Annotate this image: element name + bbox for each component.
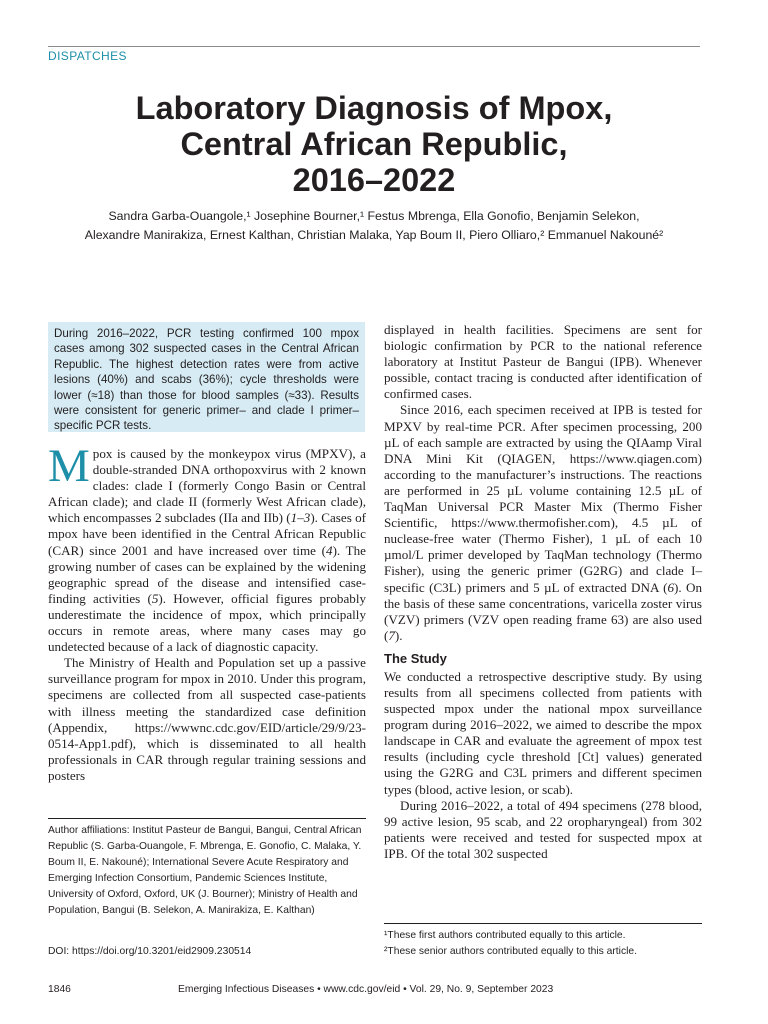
author-affiliations: Author affiliations: Institut Pasteur de Bangui, Bangui, Central African Republic (S. Garba-Ouangole, F. Mbrenga, E. Gonofio, C. Malaka, Y. Boum II, E. Nakouné); International Severe Acute Respiratory and Emerging Infection Consortium, Pandemic Sciences Institute, University of Oxford, Oxford, UK (J. Bourner); Ministry of Health and Population, Bangui (B. Selekon, A. Manirakiza, E. Kalthan): [48, 825, 362, 917]
reference-link[interactable]: 6: [667, 579, 674, 595]
title-line: Laboratory Diagnosis of Mpox,: [135, 90, 613, 126]
body-paragraph: We conducted a retrospective descriptive study. By using results from all specimens collected from patients with suspected mpox under the national mpox surveillance program during 2016–2022, we aimed to describe the mpox landscape in CAR and evaluate the agreement of mpox test results (including cycle threshold [Ct] values) generated using the G2RG and C3L primers and different specimen types (blood, active lesion, or scab).: [384, 668, 702, 797]
article-title: [48, 90, 700, 198]
title-line: 2016–2022: [292, 162, 456, 198]
section-label: DISPATCHES: [48, 49, 127, 63]
text-run: Since 2016, each specimen received at IPB is tested for MPXV by real-time PCR. After specimen processing, 200 µL of each sample are extracted by using the QIAamp Viral DNA Mini Kit (QIAGEN, https://www.qiagen.com) according to the manufacturer’s instructions. The reactions are performed in 25 µL volume containing 12.5 µL of TaqMan Universal PCR Master Mix (Thermo Fisher Scientific, https://www.thermofisher.com), 4.5 µL of nuclease-free water (Thermo Fisher), 1 µL of each 10 µmol/L primer developed by TaqMan technology (Thermo Fisher), using the generic primer (G2RG) and clade I–specific (C3L) primers and 5 µL of extracted DNA (: [384, 402, 702, 595]
body-paragraph: During 2016–2022, a total of 494 specimens (278 blood, 99 active lesion, 95 scab, and 22 oropharyngeal) from 302 patients were received and tested for suspected mpox at IPB. Of the total 302 suspected: [384, 797, 702, 861]
text-run: ).: [394, 627, 403, 643]
text-run: ). However, official figures probably underestimate the incidence of mpox, which principally occurs in remote areas, where many cases may go undetected because of a lack of diagnostic capacity.: [48, 590, 367, 655]
text-run: ). The growing number of cases can be explained by the widening geographic spread of the disease and intensified case-finding activities (: [48, 542, 366, 606]
body-paragraph: displayed in health facilities. Specimens are sent for biologic confirmation by PCR to the national reference laboratory at Institut Pasteur de Bangui (IPB). Whenever possible, contact tracing is conducted after identification of confirmed cases.: [384, 322, 702, 402]
journal-footer: Emerging Infectious Diseases • www.cdc.gov/eid • Vol. 29, No. 9, September 2023: [178, 984, 554, 995]
author-list: [48, 207, 700, 245]
body-paragraph: The Ministry of Health and Population set up a passive surveillance program for mpox in 2010. Under this program, specimens are collected from all suspected case-patients with illness meeting the standardized case definition (Appendix, https://wwwnc.cdc.gov/EID/article/29/9/23-0514-App1.pdf), which is disseminated to all health professionals in CAR through regular training sessions and posters: [48, 655, 366, 783]
footnote: ¹These first authors contributed equally to this article.: [384, 930, 626, 941]
affiliations-rule: [48, 818, 366, 819]
reference-link[interactable]: 1–3: [290, 510, 311, 526]
reference-link[interactable]: 4: [326, 542, 333, 558]
author-line: Sandra Garba-Ouangole,¹ Josephine Bourner,¹ Festus Mbrenga, Ella Gonofio, Benjamin Selekon,: [108, 209, 640, 223]
left-column: [48, 440, 367, 784]
abstract-box: During 2016–2022, PCR testing confirmed 100 mpox cases among 302 suspected cases in the Central African Republic. The highest detection rates were from active lesions (40%) and scabs (36%); cycle thresholds were lower (≈18) than those for blood samples (≈33). Results were consistent for generic primer– and clade I primer–specific PCR tests.: [48, 322, 365, 432]
drop-cap: M: [48, 440, 90, 492]
methods-paragraph: [384, 402, 702, 643]
author-line: Alexandre Manirakiza, Ernest Kalthan, Christian Malaka, Yap Boum II, Piero Olliaro,² Emmanuel Nakouné²: [84, 228, 664, 242]
page-number: 1846: [48, 984, 71, 995]
right-column: [384, 322, 702, 862]
header-rule: [48, 46, 700, 47]
text-run: ). On the basis of these same concentrations, varicella zoster virus (VZV) primers (VZV open reading frame 63) are also used (: [384, 579, 702, 643]
section-heading: The Study: [384, 650, 447, 666]
title-line: Central African Republic,: [180, 126, 568, 162]
reference-link[interactable]: 7: [388, 627, 395, 643]
text-run: ). Cases of mpox have been identified in the Central African Republic (CAR) since 2001 and have increased over time (: [48, 510, 366, 558]
intro-paragraph: [48, 440, 367, 655]
footnote: ²These senior authors contributed equally to this article.: [384, 946, 637, 957]
footnotes: [384, 928, 702, 960]
footnote-rule: [384, 923, 702, 924]
reference-link[interactable]: 5: [151, 590, 159, 606]
doi-link[interactable]: DOI: https://doi.org/10.3201/eid2909.230514: [48, 946, 252, 957]
text-run: pox is caused by the monkeypox virus (MPXV), a double-stranded DNA orthopoxvirus with 2 known clades: clade I (formerly Congo Basin or Central African clade); and clade II (formerly West African clade), which encompasses 2 subclades (IIa and IIb) (: [48, 446, 366, 526]
